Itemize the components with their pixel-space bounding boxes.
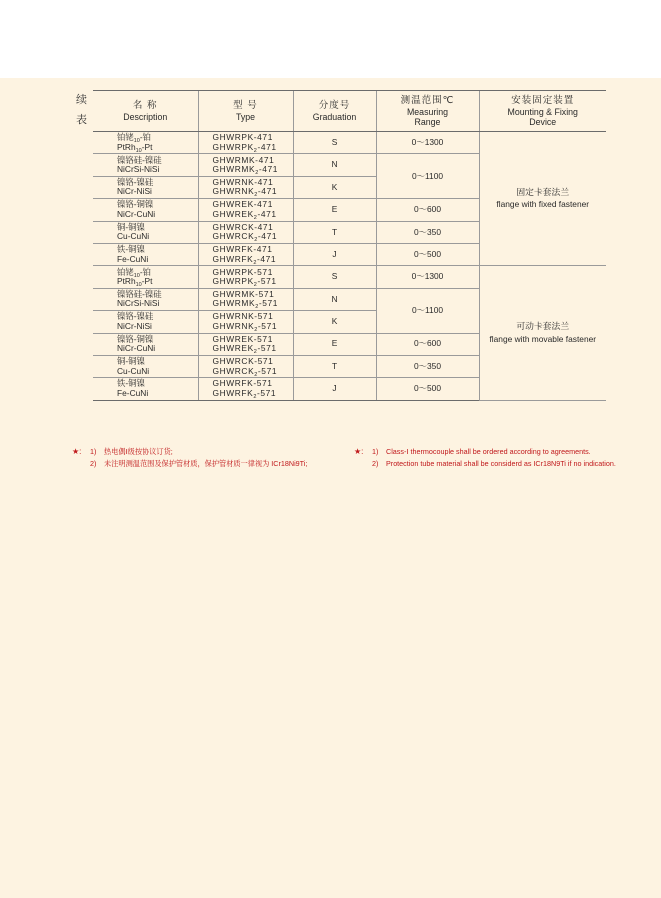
- note-item: 1) 热电偶Ⅰ级按协议订货;: [90, 447, 173, 456]
- graduation-cell: N: [293, 154, 376, 176]
- type-cell: GHWRCK-471 $GHWRCK_2-471$: [198, 221, 293, 243]
- table-header-row: [93, 91, 606, 132]
- range-cell: 0～500: [376, 243, 479, 265]
- table-row: [93, 132, 606, 154]
- mounting-cell: 固定卡套法兰 flange with fixed fastener: [479, 132, 606, 266]
- type-cell: GHWREK-571 $GHWREK_2-571$: [198, 333, 293, 355]
- description-cell: 镍铬-铜镍 NiCr-CuNi: [93, 333, 198, 355]
- table-row: [93, 266, 606, 288]
- thermocouple-spec-table: [93, 90, 606, 401]
- description-cell: 镍铬-镍硅 NiCr-NiSi: [93, 311, 198, 333]
- graduation-cell: K: [293, 311, 376, 333]
- type-cell: GHWRPK-571 $GHWRPK_2-571$: [198, 266, 293, 288]
- type-cell: GHWRMK-571 $GHWRMK_2-571$: [198, 288, 293, 310]
- range-cell: 0～1300: [376, 132, 479, 154]
- description-cell: 铁-铜镍 Fe-CuNi: [93, 378, 198, 400]
- graduation-cell: S: [293, 132, 376, 154]
- continued-label-1: 续: [76, 93, 87, 106]
- type-cell: GHWRFK-471 $GHWRFK_2-471$: [198, 243, 293, 265]
- type-cell: GHWRPK-471 $GHWRPK_2-471$: [198, 132, 293, 154]
- header-mounting: 安装固定装置 Mounting & Fixing Device: [479, 91, 606, 132]
- range-cell: 0～1300: [376, 266, 479, 288]
- note-item: 2) Protection tube material shall be considerd as ICr18N9Ti if no indication.: [372, 458, 616, 468]
- range-cell: 0～1100: [376, 288, 479, 333]
- graduation-cell: E: [293, 333, 376, 355]
- description-cell: 镍铬-铜镍 NiCr-CuNi: [93, 199, 198, 221]
- header-description: 名 称 Description: [93, 91, 198, 132]
- graduation-cell: J: [293, 243, 376, 265]
- range-cell: 0～350: [376, 221, 479, 243]
- type-cell: GHWREK-471 $GHWREK_2-471$: [198, 199, 293, 221]
- graduation-cell: E: [293, 199, 376, 221]
- range-cell: 0～500: [376, 378, 479, 400]
- type-cell: GHWRCK-571 $GHWRCK_2-571$: [198, 355, 293, 377]
- note-item: 2) 未注明测温范围及保护管材质，保护管材质一律视为 ICr18Ni9Ti;: [90, 458, 308, 468]
- header-type: 型 号 Type: [198, 91, 293, 132]
- header-graduation: 分度号 Graduation: [293, 91, 376, 132]
- type-cell: GHWRFK-571 $GHWRFK_2-571$: [198, 378, 293, 400]
- star-icon: ★:: [72, 447, 82, 456]
- description-cell: 镍铬硅-镍硅 NiCrSi-NiSi: [93, 288, 198, 310]
- header-measuring-range: 测温范围℃ Measuring Range: [376, 91, 479, 132]
- continued-label-2: 表: [76, 113, 87, 126]
- type-cell: GHWRNK-571 $GHWRNK_2-571$: [198, 311, 293, 333]
- range-cell: 0～600: [376, 199, 479, 221]
- graduation-cell: T: [293, 221, 376, 243]
- range-cell: 0～1100: [376, 154, 479, 199]
- description-cell: 铂铑$_{10}$-铂 PtRh$_{10}$-Pt: [93, 132, 198, 154]
- note-item: 1) Class-Ⅰ thermocouple shall be ordered according to agreements.: [372, 447, 591, 456]
- description-cell: 铂铑$_{10}$-铂 PtRh$_{10}$-Pt: [93, 266, 198, 288]
- graduation-cell: J: [293, 378, 376, 400]
- type-cell: GHWRNK-471 $GHWRNK_2-471$: [198, 176, 293, 198]
- description-cell: 铜-铜镍 Cu-CuNi: [93, 221, 198, 243]
- graduation-cell: T: [293, 355, 376, 377]
- description-cell: 铁-铜镍 Fe-CuNi: [93, 243, 198, 265]
- description-cell: 铜-铜镍 Cu-CuNi: [93, 355, 198, 377]
- star-icon: ★:: [354, 447, 364, 456]
- graduation-cell: N: [293, 288, 376, 310]
- range-cell: 0～600: [376, 333, 479, 355]
- type-cell: GHWRMK-471 $GHWRMK_2-471$: [198, 154, 293, 176]
- graduation-cell: K: [293, 176, 376, 198]
- description-cell: 镍铬-镍硅 NiCr-NiSi: [93, 176, 198, 198]
- graduation-cell: S: [293, 266, 376, 288]
- description-cell: 镍铬硅-镍硅 NiCrSi-NiSi: [93, 154, 198, 176]
- mounting-cell: 可动卡套法兰 flange with movable fastener: [479, 266, 606, 400]
- range-cell: 0～350: [376, 355, 479, 377]
